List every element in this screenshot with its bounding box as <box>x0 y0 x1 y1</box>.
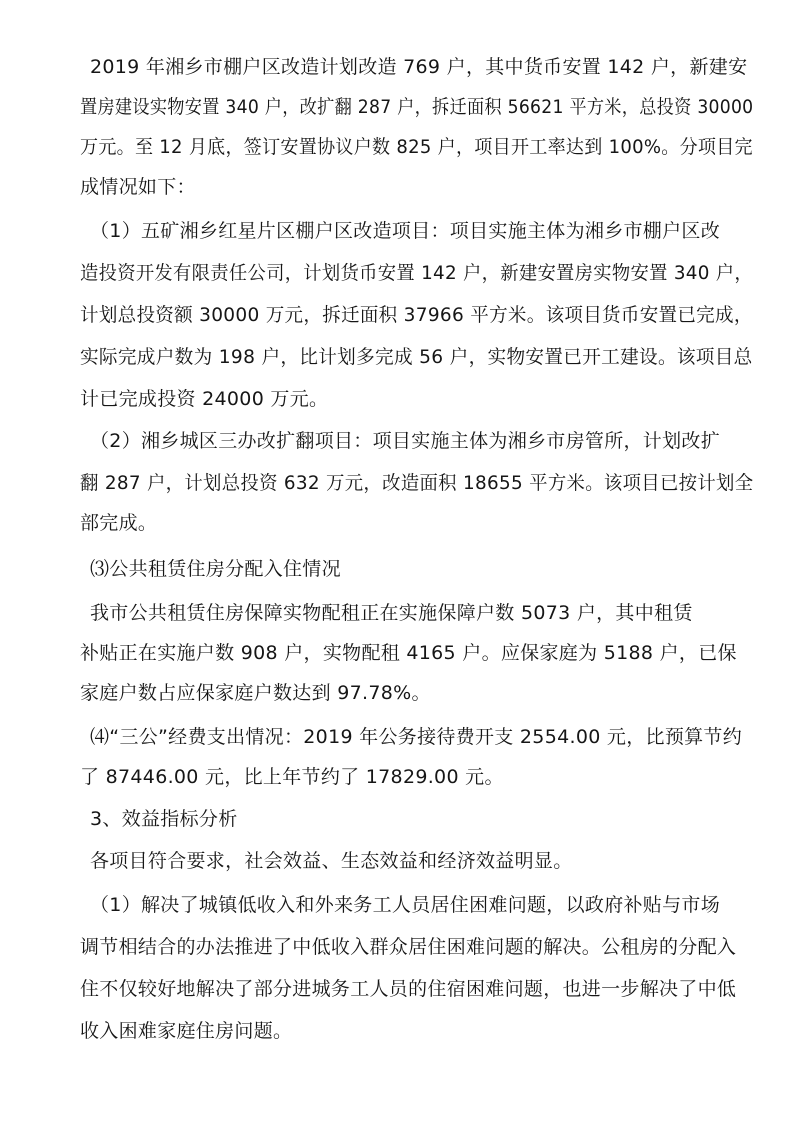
text-line: ⑷“三公”经费支出情况：2019 年公务接待费开支 2554.00 元，比预算节约 <box>90 726 743 748</box>
text-line: 部完成。 <box>80 512 158 534</box>
text-line: 翻 287 户，计划总投资 632 万元，改造面积 18655 平方米。该项目已按计划全 <box>80 472 754 494</box>
text-line: 成情况如下： <box>80 176 196 198</box>
text-line: 万元。至 12 月底，签订安置协议户数 825 户，项目开工率达到 100%。分项目完 <box>80 136 753 158</box>
text-line: 计划总投资额 30000 万元，拆迁面积 37966 平方米。该项目货币安置已完成， <box>80 304 753 326</box>
text-line: 了 87446.00 元，比上年节约了 17829.00 元。 <box>80 766 504 788</box>
text-line: 调节相结合的办法推进了中低收入群众居住困难问题的解决。公租房的分配入 <box>80 936 737 958</box>
text-line: （2）湘乡城区三办改扩翻项目：项目实施主体为湘乡市房管所，计划改扩 <box>90 430 720 452</box>
text-line: 我市公共租赁住房保障实物配租正在实施保障户数 5073 户，其中租赁 <box>90 602 693 624</box>
text-line: 2019 年湘乡市棚户区改造计划改造 769 户，其中货币安置 142 户，新建安 <box>90 56 748 78</box>
text-line: 实际完成户数为 198 户，比计划多完成 56 户，实物安置已开工建设。该项目总 <box>80 346 753 368</box>
text-line: 造投资开发有限责任公司，计划货币安置 142 户，新建安置房实物安置 340 户， <box>80 262 753 284</box>
text-line: 补贴正在实施户数 908 户，实物配租 4165 户。应保家庭为 5188 户，已保 <box>80 642 737 664</box>
text-line: 置房建设实物安置 340 户，改扩翻 287 户，拆迁面积 56621 平方米，总投资 30000 <box>80 96 754 118</box>
text-line: 各项目符合要求，社会效益、生态效益和经济效益明显。 <box>90 850 573 872</box>
text-line: 家庭户数占应保家庭户数达到 97.78%。 <box>80 682 431 704</box>
text-line: 收入困难家庭住房问题。 <box>80 1020 293 1042</box>
text-line: 计已完成投资 24000 万元。 <box>80 388 329 410</box>
section-heading: ⑶公共租赁住房分配入住情况 <box>90 558 341 580</box>
section-heading: 3、效益指标分析 <box>90 808 238 830</box>
text-line: （1）五矿湘乡红星片区棚户区改造项目：项目实施主体为湘乡市棚户区改 <box>90 220 720 242</box>
text-line: 住不仅较好地解决了部分进城务工人员的住宿困难问题，也进一步解决了中低 <box>80 978 737 1000</box>
text-line: （1）解决了城镇低收入和外来务工人员居住困难问题，以政府补贴与市场 <box>90 894 720 916</box>
